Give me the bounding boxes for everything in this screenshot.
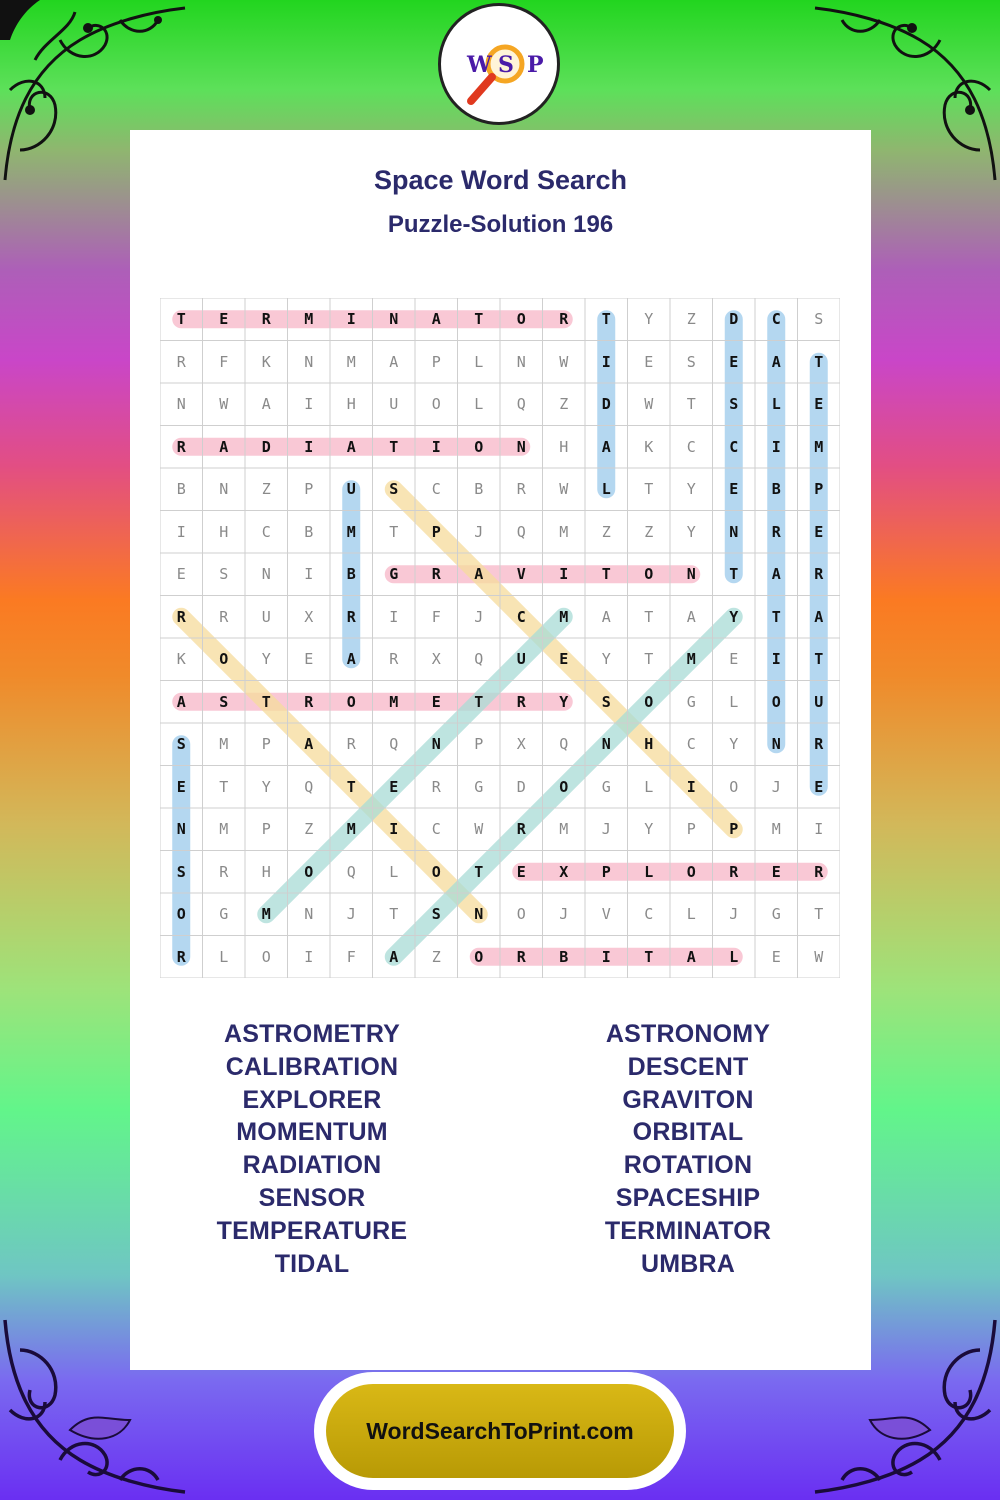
grid-cell[interactable]: T [389,437,399,456]
grid-cell[interactable]: Z [686,310,696,329]
grid-cell[interactable]: Y [261,777,271,796]
word-list-item: ASTROMETRY [223,1020,401,1048]
word-list-item: CALIBRATION [225,1052,399,1081]
grid-cell[interactable]: T [814,905,824,924]
grid-cell[interactable]: U [346,480,356,499]
grid-cell[interactable]: I [601,352,611,371]
grid-cell[interactable]: E [729,650,739,669]
grid-cell[interactable]: P [601,862,611,881]
grid-cell[interactable]: J [559,905,569,924]
grid-cell[interactable]: O [304,862,314,881]
grid-cell[interactable]: O [771,692,781,711]
grid-cell[interactable]: I [771,437,781,456]
puzzle-card [130,130,871,1370]
grid-cell[interactable]: G [686,692,696,711]
grid-cell[interactable]: D [516,777,526,796]
grid-cell[interactable]: T [389,522,399,541]
grid-cell[interactable]: G [601,777,611,796]
grid-cell[interactable]: Q [474,650,484,669]
grid-cell[interactable]: R [346,607,356,626]
grid-cell[interactable]: E [771,862,781,881]
grid-cell[interactable]: T [729,565,739,584]
grid-cell[interactable]: L [771,395,781,414]
grid-cell[interactable]: I [176,522,186,541]
grid-cell[interactable]: X [431,650,441,669]
grid-cell[interactable]: R [814,862,824,881]
grid-cell[interactable]: V [516,565,526,584]
grid-cell[interactable]: Y [729,607,739,626]
site-banner-pill [326,1384,674,1478]
grid-cell[interactable]: Y [686,480,696,499]
grid-cell[interactable]: C [516,607,526,626]
word-list-item: SENSOR [258,1183,366,1212]
grid-cell[interactable]: R [176,352,186,371]
grid-cell[interactable]: I [814,820,824,839]
grid-letters [160,298,840,978]
grid-cell[interactable]: R [516,480,526,499]
word-list-item: TIDAL [274,1249,350,1278]
grid-cell[interactable]: I [389,607,399,626]
grid-cell[interactable]: M [346,522,356,541]
grid-cell[interactable]: C [686,735,696,754]
grid-cell[interactable]: A [601,437,611,456]
grid-cell[interactable]: O [346,692,356,711]
grid-cell[interactable]: I [304,565,314,584]
grid-cell[interactable]: L [729,947,739,966]
grid-cell[interactable]: S [176,862,186,881]
grid-cell[interactable]: T [644,947,654,966]
grid-cell[interactable]: S [389,480,399,499]
grid-cell[interactable]: I [559,565,569,584]
grid-cell[interactable]: C [644,905,654,924]
grid-cell[interactable]: E [814,395,824,414]
grid-cell[interactable]: L [601,480,611,499]
logo-letter-w: W [467,52,492,78]
grid-cell[interactable]: T [644,607,654,626]
grid-cell[interactable]: O [516,905,526,924]
grid-cell[interactable]: K [644,437,654,456]
grid-cell[interactable]: J [474,607,484,626]
logo-letter-p: P [527,52,544,78]
grid-cell[interactable]: A [261,395,271,414]
grid-cell[interactable]: R [176,947,186,966]
grid-cell[interactable]: I [346,310,356,329]
grid-cell[interactable]: R [389,650,399,669]
grid-cell[interactable]: A [686,947,696,966]
grid-cell[interactable]: J [729,905,739,924]
grid-cell[interactable]: W [814,947,824,966]
grid-cell[interactable]: R [304,692,314,711]
grid-cell[interactable]: O [176,905,186,924]
grid-cell[interactable]: H [219,522,229,541]
grid-cell[interactable]: Z [304,820,314,839]
word-list-item: TERMINATOR [604,1216,772,1245]
grid-cell[interactable]: L [644,777,654,796]
grid-cell[interactable]: N [304,905,314,924]
grid-cell[interactable]: W [559,480,569,499]
grid-cell[interactable]: Z [644,522,654,541]
word-list-item: RADIATION [242,1151,382,1180]
grid-cell[interactable]: E [729,352,739,371]
grid-cell[interactable]: T [176,310,186,329]
grid-cell[interactable]: A [304,735,314,754]
grid-cell[interactable]: T [389,905,399,924]
grid-cell[interactable]: J [346,905,356,924]
grid-cell[interactable]: A [219,437,229,456]
grid-cell[interactable]: Y [686,522,696,541]
grid-cell[interactable]: A [431,310,441,329]
grid-cell[interactable]: E [516,862,526,881]
word-list-right [538,1018,838,1280]
grid-cell[interactable]: K [261,352,271,371]
grid-cell[interactable]: Q [304,777,314,796]
grid-cell[interactable]: B [304,522,314,541]
grid-cell[interactable]: O [261,947,271,966]
grid-cell[interactable]: Q [346,862,356,881]
grid-cell[interactable]: U [261,607,271,626]
grid-cell[interactable]: T [814,650,824,669]
grid-cell[interactable]: P [431,352,441,371]
grid-cell[interactable]: Y [644,310,654,329]
grid-cell[interactable]: P [729,820,739,839]
grid-cell[interactable]: C [261,522,271,541]
grid-cell[interactable]: R [431,565,441,584]
grid-cell[interactable]: Q [516,522,526,541]
grid-cell[interactable]: A [686,607,696,626]
grid-cell[interactable]: L [389,862,399,881]
grid-cell[interactable]: X [304,607,314,626]
grid-cell[interactable]: N [389,310,399,329]
grid-cell[interactable]: F [346,947,356,966]
grid-cell[interactable]: P [304,480,314,499]
grid-cell[interactable]: S [219,692,229,711]
grid-cell[interactable]: H [559,437,569,456]
grid-cell[interactable]: A [771,565,781,584]
grid-cell[interactable]: P [814,480,824,499]
grid-cell[interactable]: N [771,735,781,754]
grid-cell[interactable]: O [431,395,441,414]
page-title: Space Word Search [373,165,628,195]
grid-cell[interactable]: P [474,735,484,754]
grid-cell[interactable]: N [601,735,611,754]
grid-cell[interactable]: P [686,820,696,839]
grid-cell[interactable]: U [516,650,526,669]
grid-cell[interactable]: T [474,310,484,329]
grid-cell[interactable]: B [559,947,569,966]
word-search-grid [160,298,840,978]
grid-cell[interactable]: Z [559,395,569,414]
grid-cell[interactable]: R [729,862,739,881]
grid-cell[interactable]: L [474,395,484,414]
grid-cell[interactable]: A [389,352,399,371]
grid-cell[interactable]: N [516,352,526,371]
grid-cell[interactable]: S [601,692,611,711]
grid-cell[interactable]: X [516,735,526,754]
grid-cell[interactable]: R [176,607,186,626]
grid-cell[interactable]: W [474,820,484,839]
grid-cell[interactable]: T [219,777,229,796]
grid-cell[interactable]: M [219,735,229,754]
grid-cell[interactable]: T [814,352,824,371]
grid-cell[interactable]: T [601,310,611,329]
grid-cell[interactable]: C [686,437,696,456]
grid-cell[interactable]: O [219,650,229,669]
grid-cell[interactable]: K [176,650,186,669]
grid-cell[interactable]: E [176,777,186,796]
grid-cell[interactable]: R [431,777,441,796]
magnifier-logo-icon [441,6,557,122]
grid-cell[interactable]: E [771,947,781,966]
grid-cell[interactable]: T [686,395,696,414]
grid-cell[interactable]: N [474,905,484,924]
grid-cell[interactable]: R [516,692,526,711]
word-list-item: ASTRONOMY [605,1020,771,1048]
grid-cell[interactable]: H [644,735,654,754]
grid-cell[interactable]: I [686,777,696,796]
grid-cell[interactable]: M [389,692,399,711]
grid-cell[interactable]: M [814,437,824,456]
grid-cell[interactable]: A [771,352,781,371]
grid-cell[interactable]: R [771,522,781,541]
grid-cell[interactable]: O [686,862,696,881]
grid-cell[interactable]: P [261,735,271,754]
grid-cell[interactable]: L [729,692,739,711]
grid-cell[interactable]: C [729,437,739,456]
grid-cell[interactable]: C [771,310,781,329]
grid-cell[interactable]: A [346,650,356,669]
grid-cell[interactable]: Z [431,947,441,966]
grid-cell[interactable]: S [219,565,229,584]
grid-cell[interactable]: R [814,735,824,754]
grid-cell[interactable]: D [261,437,271,456]
grid-cell[interactable]: M [219,820,229,839]
grid-cell[interactable]: P [261,820,271,839]
grid-cell[interactable]: G [771,905,781,924]
grid-cell[interactable]: R [516,820,526,839]
grid-cell[interactable]: N [261,565,271,584]
word-list-item: TEMPERATURE [216,1216,408,1245]
grid-cell[interactable]: L [644,862,654,881]
grid-cell[interactable]: N [176,820,186,839]
grid-cell[interactable]: S [431,905,441,924]
grid-cell[interactable]: B [771,480,781,499]
grid-cell[interactable]: E [814,522,824,541]
site-logo[interactable] [438,3,560,125]
grid-cell[interactable]: N [431,735,441,754]
grid-cell[interactable]: G [389,565,399,584]
grid-cell[interactable]: R [219,607,229,626]
grid-cell[interactable]: Q [516,395,526,414]
word-list-item: EXPLORER [242,1085,382,1114]
grid-cell[interactable]: O [644,565,654,584]
site-banner[interactable] [314,1372,686,1490]
grid-cell[interactable]: A [176,692,186,711]
grid-cell[interactable]: O [474,437,484,456]
grid-cell[interactable]: O [729,777,739,796]
grid-cell[interactable]: E [389,777,399,796]
grid-cell[interactable]: X [559,862,569,881]
grid-cell[interactable]: T [346,777,356,796]
grid-cell[interactable]: W [219,395,229,414]
grid-cell[interactable]: R [219,862,229,881]
grid-cell[interactable]: T [644,480,654,499]
grid-cell[interactable]: E [219,310,229,329]
grid-cell[interactable]: N [729,522,739,541]
grid-cell[interactable]: E [431,692,441,711]
grid-cell[interactable]: A [346,437,356,456]
grid-cell[interactable]: M [559,820,569,839]
grid-cell[interactable]: A [814,607,824,626]
grid-cell[interactable]: I [389,820,399,839]
grid-cell[interactable]: B [474,480,484,499]
grid-cell[interactable]: I [304,395,314,414]
grid-cell[interactable]: I [771,650,781,669]
word-list-item: MOMENTUM [236,1118,388,1147]
grid-cell[interactable]: T [771,607,781,626]
grid-cell[interactable]: D [601,395,611,414]
word-list-item: UMBRA [640,1249,736,1278]
grid-cell[interactable]: M [559,607,569,626]
word-list-item: DESCENT [627,1052,749,1081]
grid-cell[interactable]: P [431,522,441,541]
grid-cell[interactable]: B [176,480,186,499]
grid-cell[interactable]: O [516,310,526,329]
grid-cell[interactable]: A [389,947,399,966]
grid-cell[interactable]: M [771,820,781,839]
grid-cell[interactable]: J [474,522,484,541]
grid-cell[interactable]: S [176,735,186,754]
grid-cell[interactable]: Z [601,522,611,541]
grid-cell[interactable]: A [601,607,611,626]
grid-cell[interactable]: M [346,820,356,839]
grid-cell[interactable]: I [601,947,611,966]
grid-cell[interactable]: L [474,352,484,371]
grid-cell[interactable]: E [729,480,739,499]
grid-cell[interactable]: E [304,650,314,669]
word-list-item: ROTATION [623,1151,753,1180]
grid-cell[interactable]: O [559,777,569,796]
grid-cell[interactable]: I [304,947,314,966]
grid-cell[interactable]: E [176,565,186,584]
grid-cell[interactable]: E [559,650,569,669]
grid-cell[interactable]: W [559,352,569,371]
grid-cell[interactable]: J [601,820,611,839]
grid-cell[interactable]: N [304,352,314,371]
grid-cell[interactable]: N [176,395,186,414]
grid-cell[interactable]: T [261,692,271,711]
grid-cell[interactable]: G [474,777,484,796]
grid-cell[interactable]: J [771,777,781,796]
grid-cell[interactable]: S [814,310,824,329]
grid-cell[interactable]: Z [261,480,271,499]
grid-cell[interactable]: T [644,650,654,669]
grid-cell[interactable]: C [431,480,441,499]
word-list-left [162,1018,462,1280]
grid-cell[interactable]: M [261,905,271,924]
grid-cell[interactable]: F [431,607,441,626]
grid-cell[interactable]: S [729,395,739,414]
grid-cell[interactable]: W [644,395,654,414]
grid-cell[interactable]: T [474,862,484,881]
grid-cell[interactable]: A [474,565,484,584]
grid-cell[interactable]: Y [261,650,271,669]
grid-cell[interactable]: M [304,310,314,329]
grid-cell[interactable]: O [644,692,654,711]
grid-cell[interactable]: N [219,480,229,499]
grid-cell[interactable]: S [686,352,696,371]
page-subtitle: Puzzle-Solution 196 [387,211,614,238]
grid-cell[interactable]: E [814,777,824,796]
grid-cell[interactable]: H [346,395,356,414]
grid-cell[interactable]: N [686,565,696,584]
site-url[interactable]: WordSearchToPrint.com [366,1417,634,1444]
grid-cell[interactable]: M [559,522,569,541]
grid-cell[interactable]: B [346,565,356,584]
grid-cell[interactable]: V [601,905,611,924]
grid-cell[interactable]: R [559,310,569,329]
grid-cell[interactable]: G [219,905,229,924]
word-list-item: SPACESHIP [615,1183,761,1212]
grid-cell[interactable]: M [686,650,696,669]
grid-cell[interactable]: O [474,947,484,966]
grid-cell[interactable]: Y [559,692,569,711]
grid-cell[interactable]: U [389,395,399,414]
word-list-item: GRAVITON [622,1085,754,1114]
grid-cell[interactable]: E [644,352,654,371]
grid-cell[interactable]: R [346,735,356,754]
grid-cell[interactable]: Y [601,650,611,669]
grid-cell[interactable]: U [814,692,824,711]
grid-cell[interactable]: I [431,437,441,456]
grid-cell[interactable]: C [431,820,441,839]
word-list-item: ORBITAL [632,1118,744,1147]
grid-cell[interactable]: N [516,437,526,456]
grid-cell[interactable]: R [176,437,186,456]
grid-cell[interactable]: R [516,947,526,966]
grid-cell[interactable]: T [601,565,611,584]
grid-cell[interactable]: F [219,352,229,371]
grid-cell[interactable]: Q [559,735,569,754]
grid-cell[interactable]: Y [729,735,739,754]
grid-cell[interactable]: L [219,947,229,966]
grid-cell[interactable]: R [814,565,824,584]
logo-letter-s: S [498,52,514,78]
grid-cell[interactable]: R [261,310,271,329]
grid-cell[interactable]: D [729,310,739,329]
grid-cell[interactable]: Y [644,820,654,839]
grid-cell[interactable]: O [431,862,441,881]
grid-cell[interactable]: L [686,905,696,924]
grid-cell[interactable]: I [304,437,314,456]
grid-cell[interactable]: Q [389,735,399,754]
grid-cell[interactable]: T [474,692,484,711]
grid-cell[interactable]: M [346,352,356,371]
grid-cell[interactable]: H [261,862,271,881]
